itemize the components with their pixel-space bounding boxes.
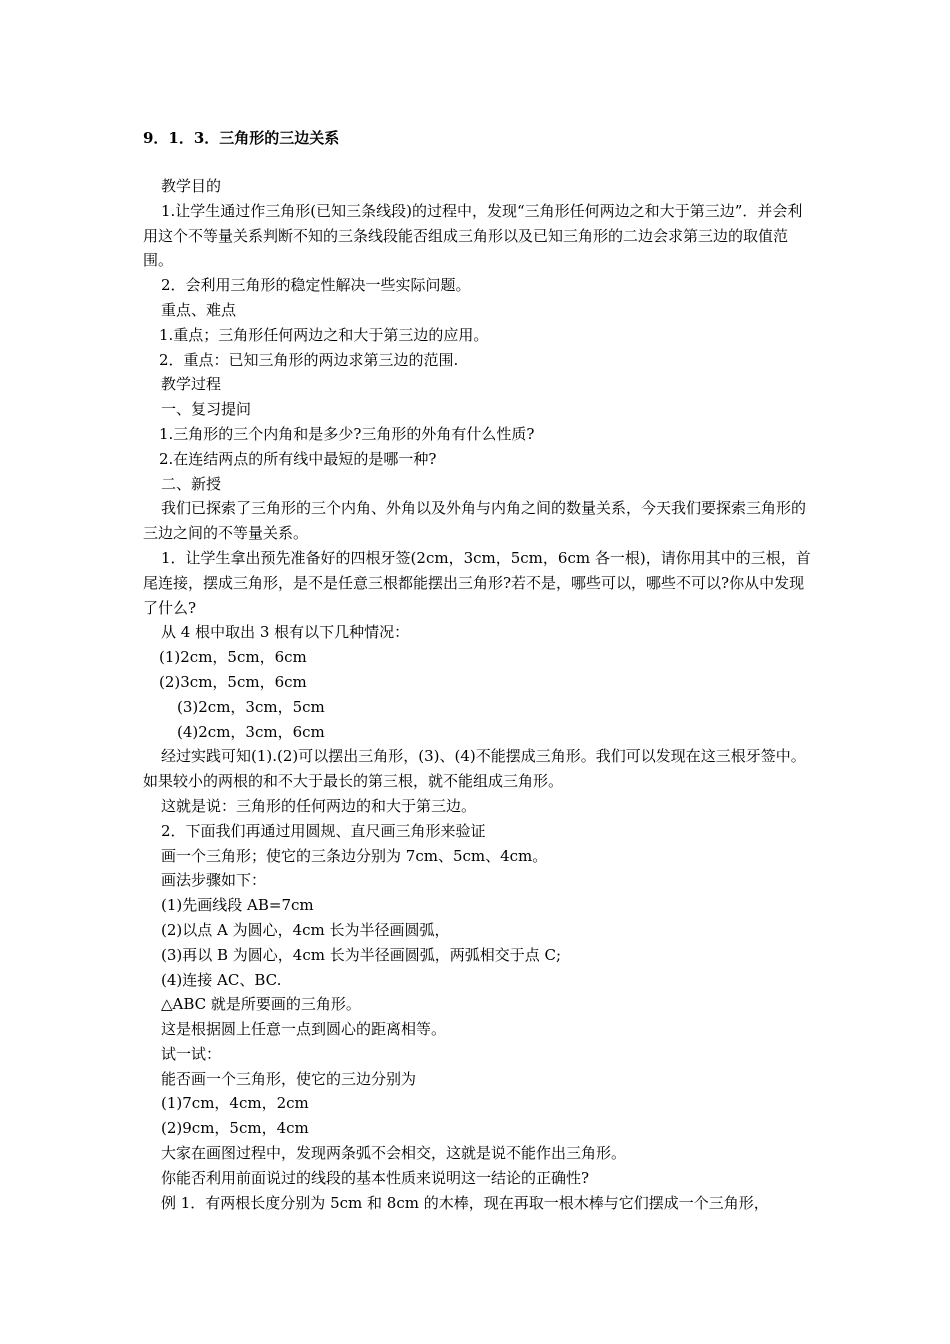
paragraph-step-3: (3)再以 B 为圆心，4cm 长为半径画圆弧，两弧相交于点 C; <box>161 945 562 964</box>
paragraph-activity-2: 2．下面我们再通过用圆规、直尺画三角形来验证 <box>161 821 486 840</box>
paragraph-goal-1: 1.让学生通过作三角形(已知三条线段)的过程中，发现“三角形任何两边之和大于第三边”．并会利用这个不等量关系判断不知的三条线段能否组成三角形以及已知三角形的二边会求第三边的取值范围。 <box>143 201 803 270</box>
paragraph-step-4: (4)连接 AC、BC. <box>161 970 282 989</box>
paragraph-key-point-1: 1.重点；三角形任何两边之和大于第三边的应用。 <box>159 325 489 344</box>
paragraph-goal-2: 2．会利用三角形的稳定性解决一些实际问题。 <box>161 276 471 295</box>
paragraph-review-heading: 一、复习提问 <box>161 400 252 419</box>
paragraph-step-2: (2)以点 A 为圆心，4cm 长为半径画圆弧， <box>161 920 450 939</box>
document-title: 9．1．3．三角形的三边关系 <box>143 129 340 147</box>
paragraph-try-heading: 试一试： <box>161 1044 222 1063</box>
paragraph-conclusion: 这就是说：三角形的任何两边的和大于第三边。 <box>161 796 477 815</box>
paragraph-case-3: (3)2cm，3cm，5cm <box>177 697 325 716</box>
paragraph-key-point-2: 2．重点：已知三角形的两边求第三边的范围. <box>159 350 459 369</box>
paragraph-reason: 这是根据圆上任意一点到圆心的距离相等。 <box>161 1020 447 1039</box>
paragraph-case-4: (4)2cm，3cm，6cm <box>177 722 325 741</box>
paragraph-try-case-2: (2)9cm，5cm，4cm <box>161 1119 309 1138</box>
paragraph-cases-intro: 从 4 根中取出 3 根有以下几种情况： <box>161 623 410 642</box>
paragraph-step-1: (1)先画线段 AB=7cm <box>161 896 314 915</box>
paragraph-explanation-question: 你能否利用前面说过的线段的基本性质来说明这一结论的正确性? <box>161 1168 590 1187</box>
paragraph-practice-result: 经过实践可知(1).(2)可以摆出三角形，(3)、(4)不能摆成三角形。我们可以发现在这三根牙签中。如果较小的两根的和不大于最长的第三根，就不能组成三角形。 <box>143 747 806 791</box>
paragraph-try-case-1: (1)7cm，4cm，2cm <box>161 1094 309 1113</box>
paragraph-intro: 我们已探索了三角形的三个内角、外角以及外角与内角之间的数量关系，今天我们要探索三角形的三边之间的不等量关系。 <box>143 499 807 543</box>
paragraph-case-1: (1)2cm，5cm，6cm <box>159 648 307 667</box>
paragraph-draw-task: 画一个三角形；使它的三条边分别为 7cm、5cm、4cm。 <box>161 846 548 865</box>
paragraph-review-question-1: 1.三角形的三个内角和是多少?三角形的外角有什么性质? <box>159 424 535 443</box>
paragraph-case-2: (2)3cm，5cm，6cm <box>159 672 307 691</box>
paragraph-activity-1: 1．让学生拿出预先准备好的四根牙签(2cm，3cm，5cm，6cm 各一根)，请你用其中的三根，首尾连接，摆成三角形，是不是任意三根都能摆出三角形?若不是，哪些可以，哪些不可以?你从中发现了什么? <box>143 548 811 617</box>
paragraph-key-points-heading: 重点、难点 <box>161 300 237 319</box>
paragraph-process-heading: 教学过程 <box>161 375 222 394</box>
paragraph-observation: 大家在画图过程中，发现两条弧不会相交，这就是说不能作出三角形。 <box>161 1144 627 1163</box>
document-body <box>143 174 813 1215</box>
paragraph-teaching-goals-heading: 教学目的 <box>161 177 222 195</box>
paragraph-review-question-2: 2.在连结两点的所有线中最短的是哪一种? <box>159 449 437 468</box>
paragraph-try-question: 能否画一个三角形，使它的三边分别为 <box>161 1069 417 1088</box>
paragraph-example-1: 例 1．有两根长度分别为 5cm 和 8cm 的木棒，现在再取一根木棒与它们摆成一个三角形， <box>161 1193 769 1212</box>
paragraph-steps-heading: 画法步骤如下： <box>161 871 267 890</box>
paragraph-new-lesson-heading: 二、新授 <box>161 474 222 493</box>
paragraph-triangle-result: △ABC 就是所要画的三角形。 <box>161 995 361 1014</box>
